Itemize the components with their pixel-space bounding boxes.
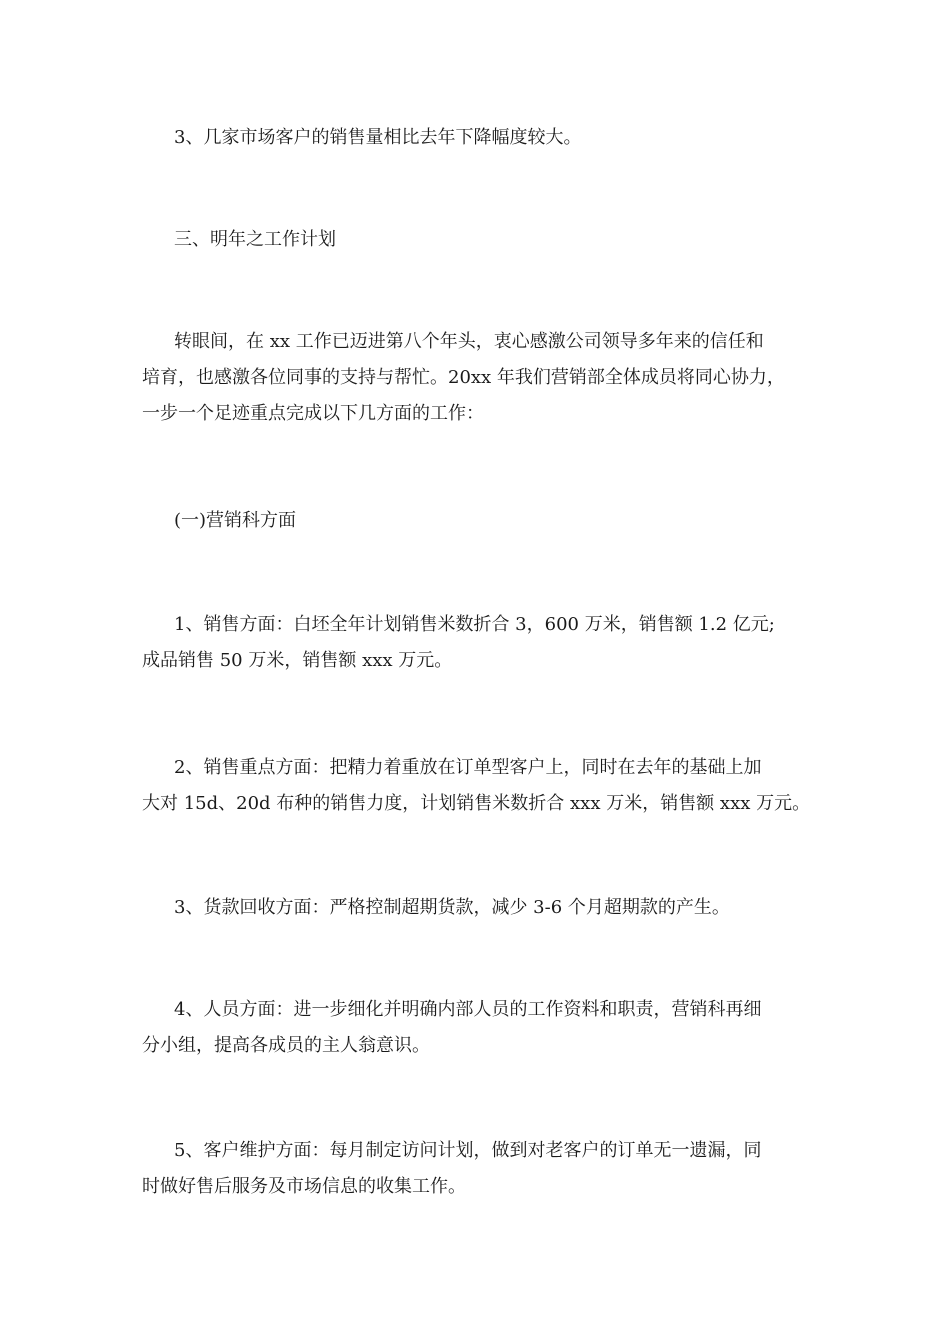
section-heading-next-year-plan (142, 222, 822, 258)
paragraph-sales-focus (142, 750, 822, 822)
text-line: 时做好售后服务及市场信息的收集工作。 (142, 1176, 466, 1197)
text-line: 1、销售方面：白坯全年计划销售米数折合 3，600 万米，销售额 1.2 亿元; (174, 614, 775, 635)
text-line: 3、货款回收方面：严格控制超期货款，减少 3-6 个月超期款的产生。 (174, 897, 730, 918)
paragraph-payment-collection (142, 890, 822, 926)
paragraph-introduction (142, 324, 822, 432)
text-line: 一步一个足迹重点完成以下几方面的工作： (142, 403, 484, 424)
text-line: 大对 15d、20d 布种的销售力度，计划销售米数折合 xxx 万米，销售额 xxx 万元。 (142, 793, 811, 814)
text-line: 成品销售 50 万米，销售额 xxx 万元。 (142, 650, 453, 671)
text-line: 3、几家市场客户的销售量相比去年下降幅度较大。 (174, 127, 582, 148)
text-line: 分小组，提高各成员的主人翁意识。 (142, 1035, 430, 1056)
text-line: 培育，也感激各位同事的支持与帮忙。20xx 年我们营销部全体成员将同心协力， (142, 367, 785, 388)
paragraph-personnel (142, 992, 822, 1064)
text-line: 转眼间，在 xx 工作已迈进第八个年头，衷心感激公司领导多年来的信任和 (174, 331, 764, 352)
text-line: 5、客户维护方面：每月制定访问计划，做到对老客户的订单无一遗漏，同 (174, 1140, 762, 1161)
text-line: 2、销售重点方面：把精力着重放在订单型客户上，同时在去年的基础上加 (174, 757, 762, 778)
text-line: 4、人员方面：进一步细化并明确内部人员的工作资料和职责，营销科再细 (174, 999, 762, 1020)
paragraph-customer-maintenance (142, 1133, 822, 1205)
paragraph-sales-decline (142, 120, 822, 156)
paragraph-sales-target (142, 607, 822, 679)
subsection-heading-marketing (142, 503, 822, 539)
text-line: (一)营销科方面 (174, 510, 297, 531)
text-line: 三、明年之工作计划 (174, 229, 336, 250)
